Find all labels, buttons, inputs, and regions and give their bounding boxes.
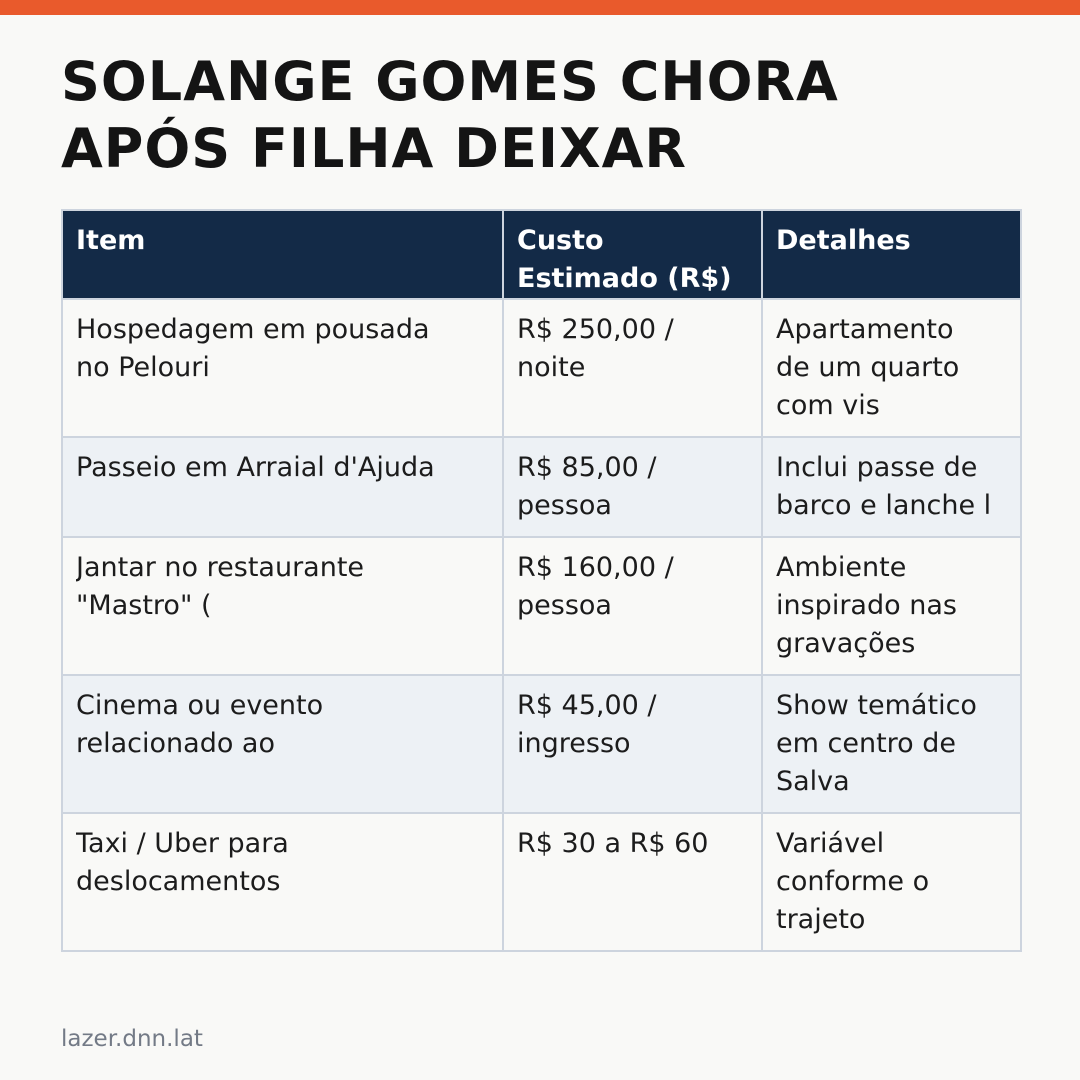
table-row (62, 299, 1021, 437)
cell-details-line: conforme o (776, 866, 930, 897)
table-row (62, 437, 1021, 537)
cell-details-line: trajeto (776, 904, 866, 935)
column-header-cost-line-2: Estimado (R$) (517, 263, 732, 294)
page-title-line-1: SOLANGE GOMES CHORA (61, 50, 839, 113)
cell-cost-line: pessoa (517, 490, 612, 521)
column-header-cost (503, 210, 762, 299)
cell-details-line: com vis (776, 390, 880, 421)
cell-cost-line: noite (517, 352, 586, 383)
cell-item-line: Cinema ou evento (76, 690, 324, 721)
cell-details-line: barco e lanche l (776, 490, 992, 521)
cell-details-line: Ambiente (776, 552, 907, 583)
cell-details (762, 537, 1021, 675)
cell-item-line: relacionado ao (76, 728, 275, 759)
cell-details-line: Inclui passe de (776, 452, 978, 483)
column-header-details-label: Detalhes (776, 225, 911, 256)
cell-item-line: "Mastro" ( (76, 590, 212, 621)
cell-details-line: Apartamento (776, 314, 954, 345)
cell-item-line: no Pelouri (76, 352, 210, 383)
cell-item-line: Hospedagem em pousada (76, 314, 430, 345)
cell-cost-line: R$ 85,00 / (517, 452, 657, 483)
cell-item (62, 813, 503, 951)
cell-cost (503, 675, 762, 813)
cell-cost-line: R$ 45,00 / (517, 690, 657, 721)
page-title-line-2: APÓS FILHA DEIXAR (61, 117, 687, 180)
cell-item (62, 437, 503, 537)
cell-cost-line: R$ 160,00 / (517, 552, 674, 583)
cell-details-line: em centro de (776, 728, 957, 759)
column-header-details (762, 210, 1021, 299)
cell-details (762, 813, 1021, 951)
cell-item-line: Jantar no restaurante (76, 552, 365, 583)
cell-details (762, 437, 1021, 537)
page-title (61, 48, 1021, 182)
column-header-item (62, 210, 503, 299)
cell-cost-line: R$ 30 a R$ 60 (517, 828, 709, 859)
column-header-cost-line-1: Custo (517, 225, 604, 256)
cell-cost-line: pessoa (517, 590, 612, 621)
cell-item (62, 537, 503, 675)
cell-item-line: Taxi / Uber para (76, 828, 289, 859)
cell-details (762, 675, 1021, 813)
cell-cost (503, 537, 762, 675)
cost-table (61, 209, 1022, 952)
cell-item (62, 675, 503, 813)
cell-details-line: gravações (776, 628, 916, 659)
cell-cost-line: ingresso (517, 728, 631, 759)
cell-item-line: deslocamentos (76, 866, 281, 897)
column-header-item-label: Item (76, 225, 146, 256)
table-row (62, 813, 1021, 951)
table-row (62, 675, 1021, 813)
cell-item-line: Passeio em Arraial d'Ajuda (76, 452, 435, 483)
table-header-row (62, 210, 1021, 299)
cell-details (762, 299, 1021, 437)
cell-cost (503, 299, 762, 437)
cell-details-line: de um quarto (776, 352, 960, 383)
cell-details-line: Variável (776, 828, 885, 859)
source-credit: lazer.dnn.lat (61, 1026, 203, 1052)
top-accent-bar (0, 0, 1080, 15)
cell-cost (503, 813, 762, 951)
cell-details-line: Show temático (776, 690, 977, 721)
cell-cost-line: R$ 250,00 / (517, 314, 674, 345)
cell-cost (503, 437, 762, 537)
cell-details-line: Salva (776, 766, 850, 797)
cell-item (62, 299, 503, 437)
cell-details-line: inspirado nas (776, 590, 957, 621)
table-row (62, 537, 1021, 675)
